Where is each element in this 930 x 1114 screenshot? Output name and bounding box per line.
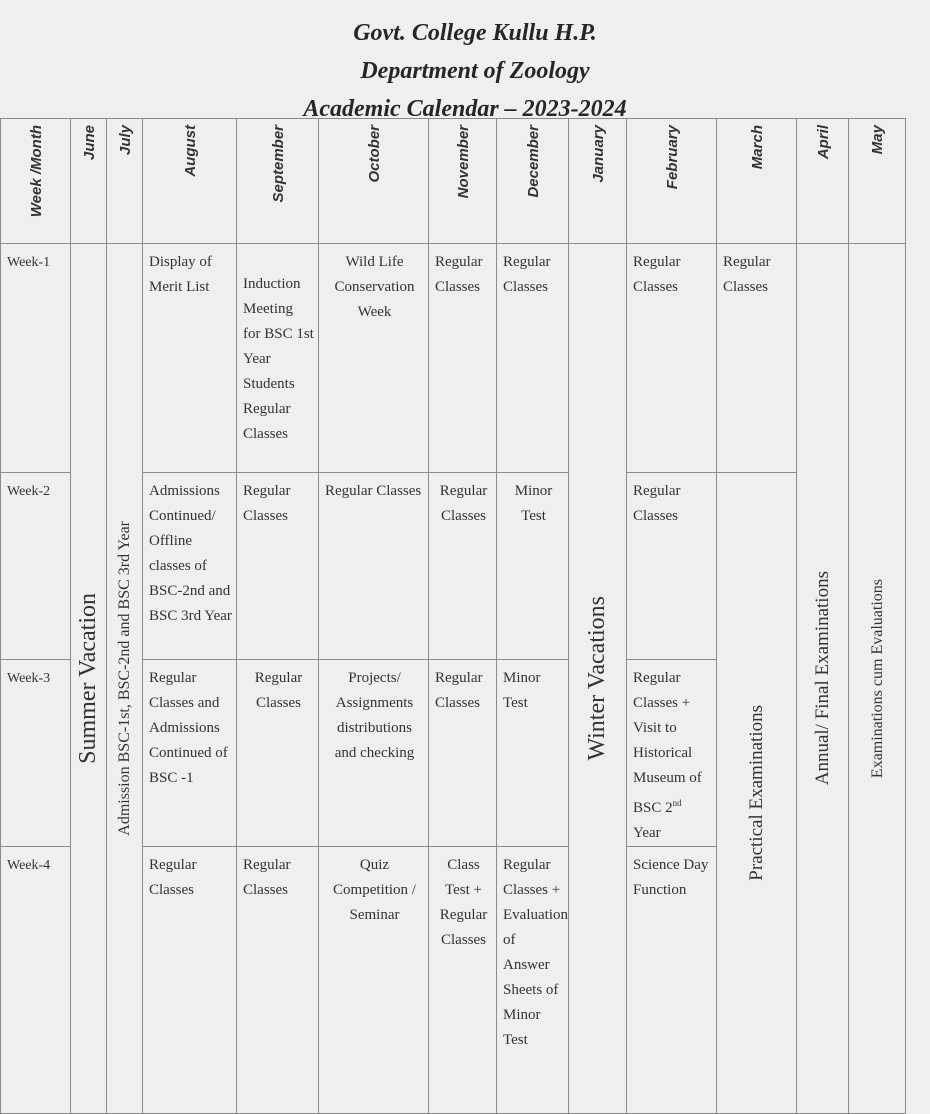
- month-header-may: May: [849, 119, 906, 244]
- cell-week2-october: Regular Classes: [319, 473, 429, 660]
- cell-week2-february: Regular Classes: [627, 473, 717, 660]
- cell-week3-august: Regular Classes and Admissions Continued of BSC -1: [143, 660, 237, 847]
- calendar-title: Academic Calendar – 2023-2024: [303, 96, 627, 122]
- college-name: Govt. College Kullu H.P.: [353, 20, 597, 46]
- week-month-header: Week /Month: [1, 119, 71, 244]
- cell-week2-december: Minor Test: [497, 473, 569, 660]
- week-label: Week-3: [1, 660, 71, 847]
- cell-week1-august: Display of Merit List: [143, 244, 237, 473]
- month-header-april: April: [797, 119, 849, 244]
- cell-week2-september: Regular Classes: [237, 473, 319, 660]
- summer-vacation-text: Summer Vacation: [75, 593, 101, 764]
- july-span-cell: [107, 244, 143, 1114]
- cell-week2-november: Regular Classes: [429, 473, 497, 660]
- cell-week4-september: Regular Classes: [237, 847, 319, 1114]
- week-label: Week-2: [1, 473, 71, 660]
- cell-week1-december: Regular Classes: [497, 244, 569, 473]
- cell-week4-december: Regular Classes + Evaluation of Answer Sheets of Minor Test: [497, 847, 569, 1114]
- document-header: [0, 14, 930, 128]
- admission-text: Admission BSC-1st, BSC-2nd and BSC 3rd Year: [116, 521, 133, 836]
- week-label: Week-1: [1, 244, 71, 473]
- cell-week1-march: Regular Classes: [717, 244, 797, 473]
- cell-week1-february: Regular Classes: [627, 244, 717, 473]
- month-header-september: September: [237, 119, 319, 244]
- may-span-cell: [849, 244, 906, 1114]
- cell-week1-october: Wild Life Conservation Week: [319, 244, 429, 473]
- month-header-march: March: [717, 119, 797, 244]
- practical-exams-text: Practical Examinations: [746, 705, 767, 881]
- month-header-july: July: [107, 119, 143, 244]
- month-header-january: January: [569, 119, 627, 244]
- june-span-cell: [71, 244, 107, 1114]
- cell-week3-november: Regular Classes: [429, 660, 497, 847]
- cell-week4-october: Quiz Competition / Seminar: [319, 847, 429, 1114]
- cell-week1-september: Induction Meeting for BSC 1st Year Students Regular Classes: [237, 244, 319, 473]
- department-name: Department of Zoology: [360, 58, 590, 84]
- month-header-november: November: [429, 119, 497, 244]
- march-span-cell: [717, 473, 797, 1114]
- evaluations-text: Examinations cum Evaluations: [868, 578, 886, 779]
- month-header-june: June: [71, 119, 107, 244]
- month-header-october: October: [319, 119, 429, 244]
- final-exams-text: Annual/ Final Examinations: [812, 571, 833, 786]
- week-label: Week-4: [1, 847, 71, 1114]
- winter-vacations-text: Winter Vacations: [584, 596, 610, 761]
- month-header-december: December: [497, 119, 569, 244]
- cell-week3-september: Regular Classes: [237, 660, 319, 847]
- cell-week3-december: Minor Test: [497, 660, 569, 847]
- april-span-cell: [797, 244, 849, 1114]
- academic-calendar-table: [0, 118, 906, 1114]
- january-span-cell: [569, 244, 627, 1114]
- month-header-august: August: [143, 119, 237, 244]
- cell-week3-february: Regular Classes + Visit to Historical Museum of BSC 2nd Year: [627, 660, 717, 847]
- cell-week3-october: Projects/ Assignments distributions and checking: [319, 660, 429, 847]
- month-header-february: February: [627, 119, 717, 244]
- cell-week1-november: Regular Classes: [429, 244, 497, 473]
- month-header-row: [1, 119, 906, 244]
- cell-week4-february: Science Day Function: [627, 847, 717, 1114]
- cell-week2-august: Admissions Continued/ Offline classes of BSC-2nd and BSC 3rd Year: [143, 473, 237, 660]
- cell-week4-november: Class Test + Regular Classes: [429, 847, 497, 1114]
- week-row: [1, 244, 906, 473]
- cell-week4-august: Regular Classes: [143, 847, 237, 1114]
